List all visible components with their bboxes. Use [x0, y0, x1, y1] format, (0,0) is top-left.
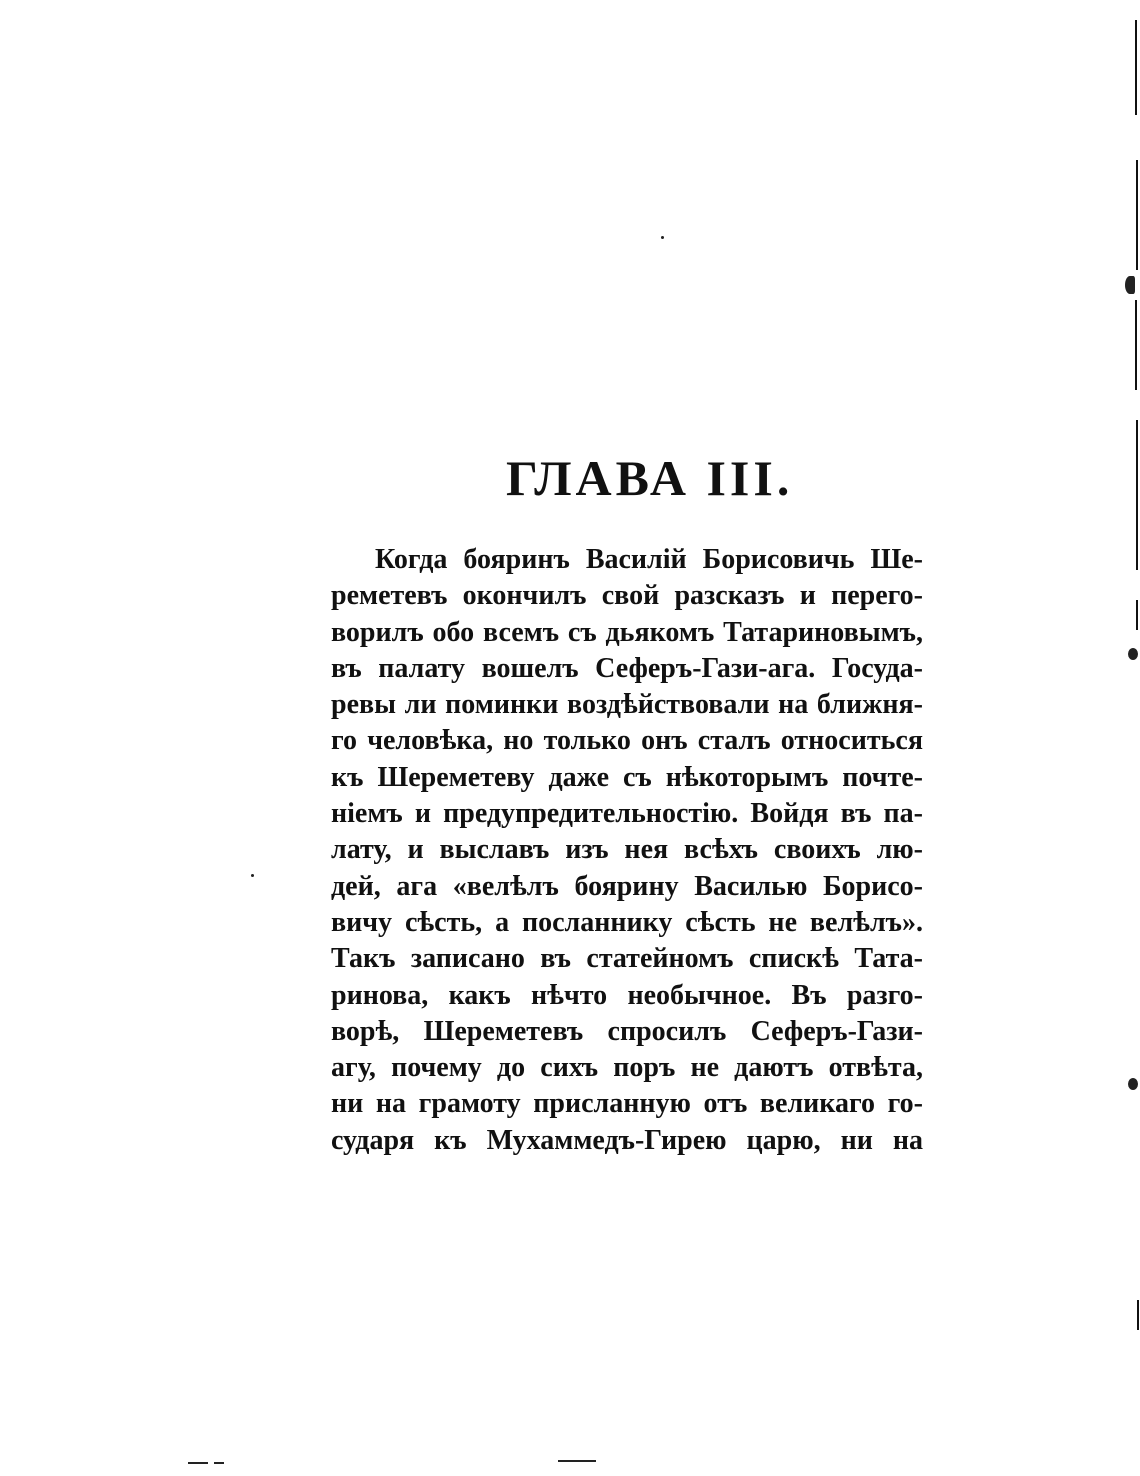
text-line: агу, почему до сихъ поръ не даютъ отвѣта, — [331, 1052, 923, 1084]
text-line: дей, ага «велѣлъ боярину Василью Борисо- — [331, 870, 923, 902]
text-line: ринова, какъ нѣчто необычное. Въ разго- — [331, 979, 923, 1011]
scan-edge-line — [1136, 160, 1138, 270]
scan-edge-line — [1137, 1300, 1139, 1330]
scan-dash — [558, 1460, 596, 1462]
scan-edge-line — [1136, 600, 1138, 630]
text-line: въ палату вошелъ Сеферъ-Гази-ага. Госуда- — [331, 652, 923, 684]
text-line: вичу сѣсть, а посланнику сѣсть не велѣлъ». — [331, 906, 923, 938]
text-line: ніемъ и предупредительностію. Войдя въ па- — [331, 798, 923, 830]
text-line: ворѣ, Шереметевъ спросилъ Сеферъ-Гази- — [331, 1015, 923, 1047]
scan-speck — [1125, 276, 1135, 294]
text-line: реметевъ окончилъ свой разсказъ и перего- — [331, 580, 923, 612]
text-line: го человѣка, но только онъ сталъ относиться — [331, 725, 923, 757]
scan-dash — [188, 1462, 208, 1464]
text-line: ни на грамоту присланную отъ великаго го- — [331, 1088, 923, 1120]
scan-edge-line — [1135, 20, 1137, 115]
scan-speck — [661, 236, 664, 239]
scan-edge-line — [1135, 300, 1137, 390]
chapter-title: ГЛАВА III. — [506, 450, 794, 506]
scan-speck — [251, 874, 254, 877]
text-line: къ Шереметеву даже съ нѣкоторымъ почте- — [331, 761, 923, 793]
text-line: ревы ли поминки воздѣйствовали на ближня- — [331, 689, 923, 721]
text-line: Такъ записано въ статейномъ спискѣ Тата- — [331, 943, 923, 975]
text-line: ворилъ обо всемъ съ дьякомъ Татариновымъ, — [331, 616, 923, 648]
text-line: Когда бояринъ Василій Борисовичь Ше- — [375, 544, 923, 575]
scan-speck — [1128, 648, 1138, 660]
text-line: сударя къ Мухаммедъ-Гирею царю, ни на — [331, 1124, 923, 1156]
scan-speck — [1128, 1078, 1138, 1090]
text-line: лату, и выславъ изъ нея всѣхъ своихъ лю- — [331, 834, 923, 866]
scan-dash — [214, 1462, 224, 1464]
scan-edge-line — [1136, 420, 1138, 570]
body-text — [331, 542, 923, 1159]
